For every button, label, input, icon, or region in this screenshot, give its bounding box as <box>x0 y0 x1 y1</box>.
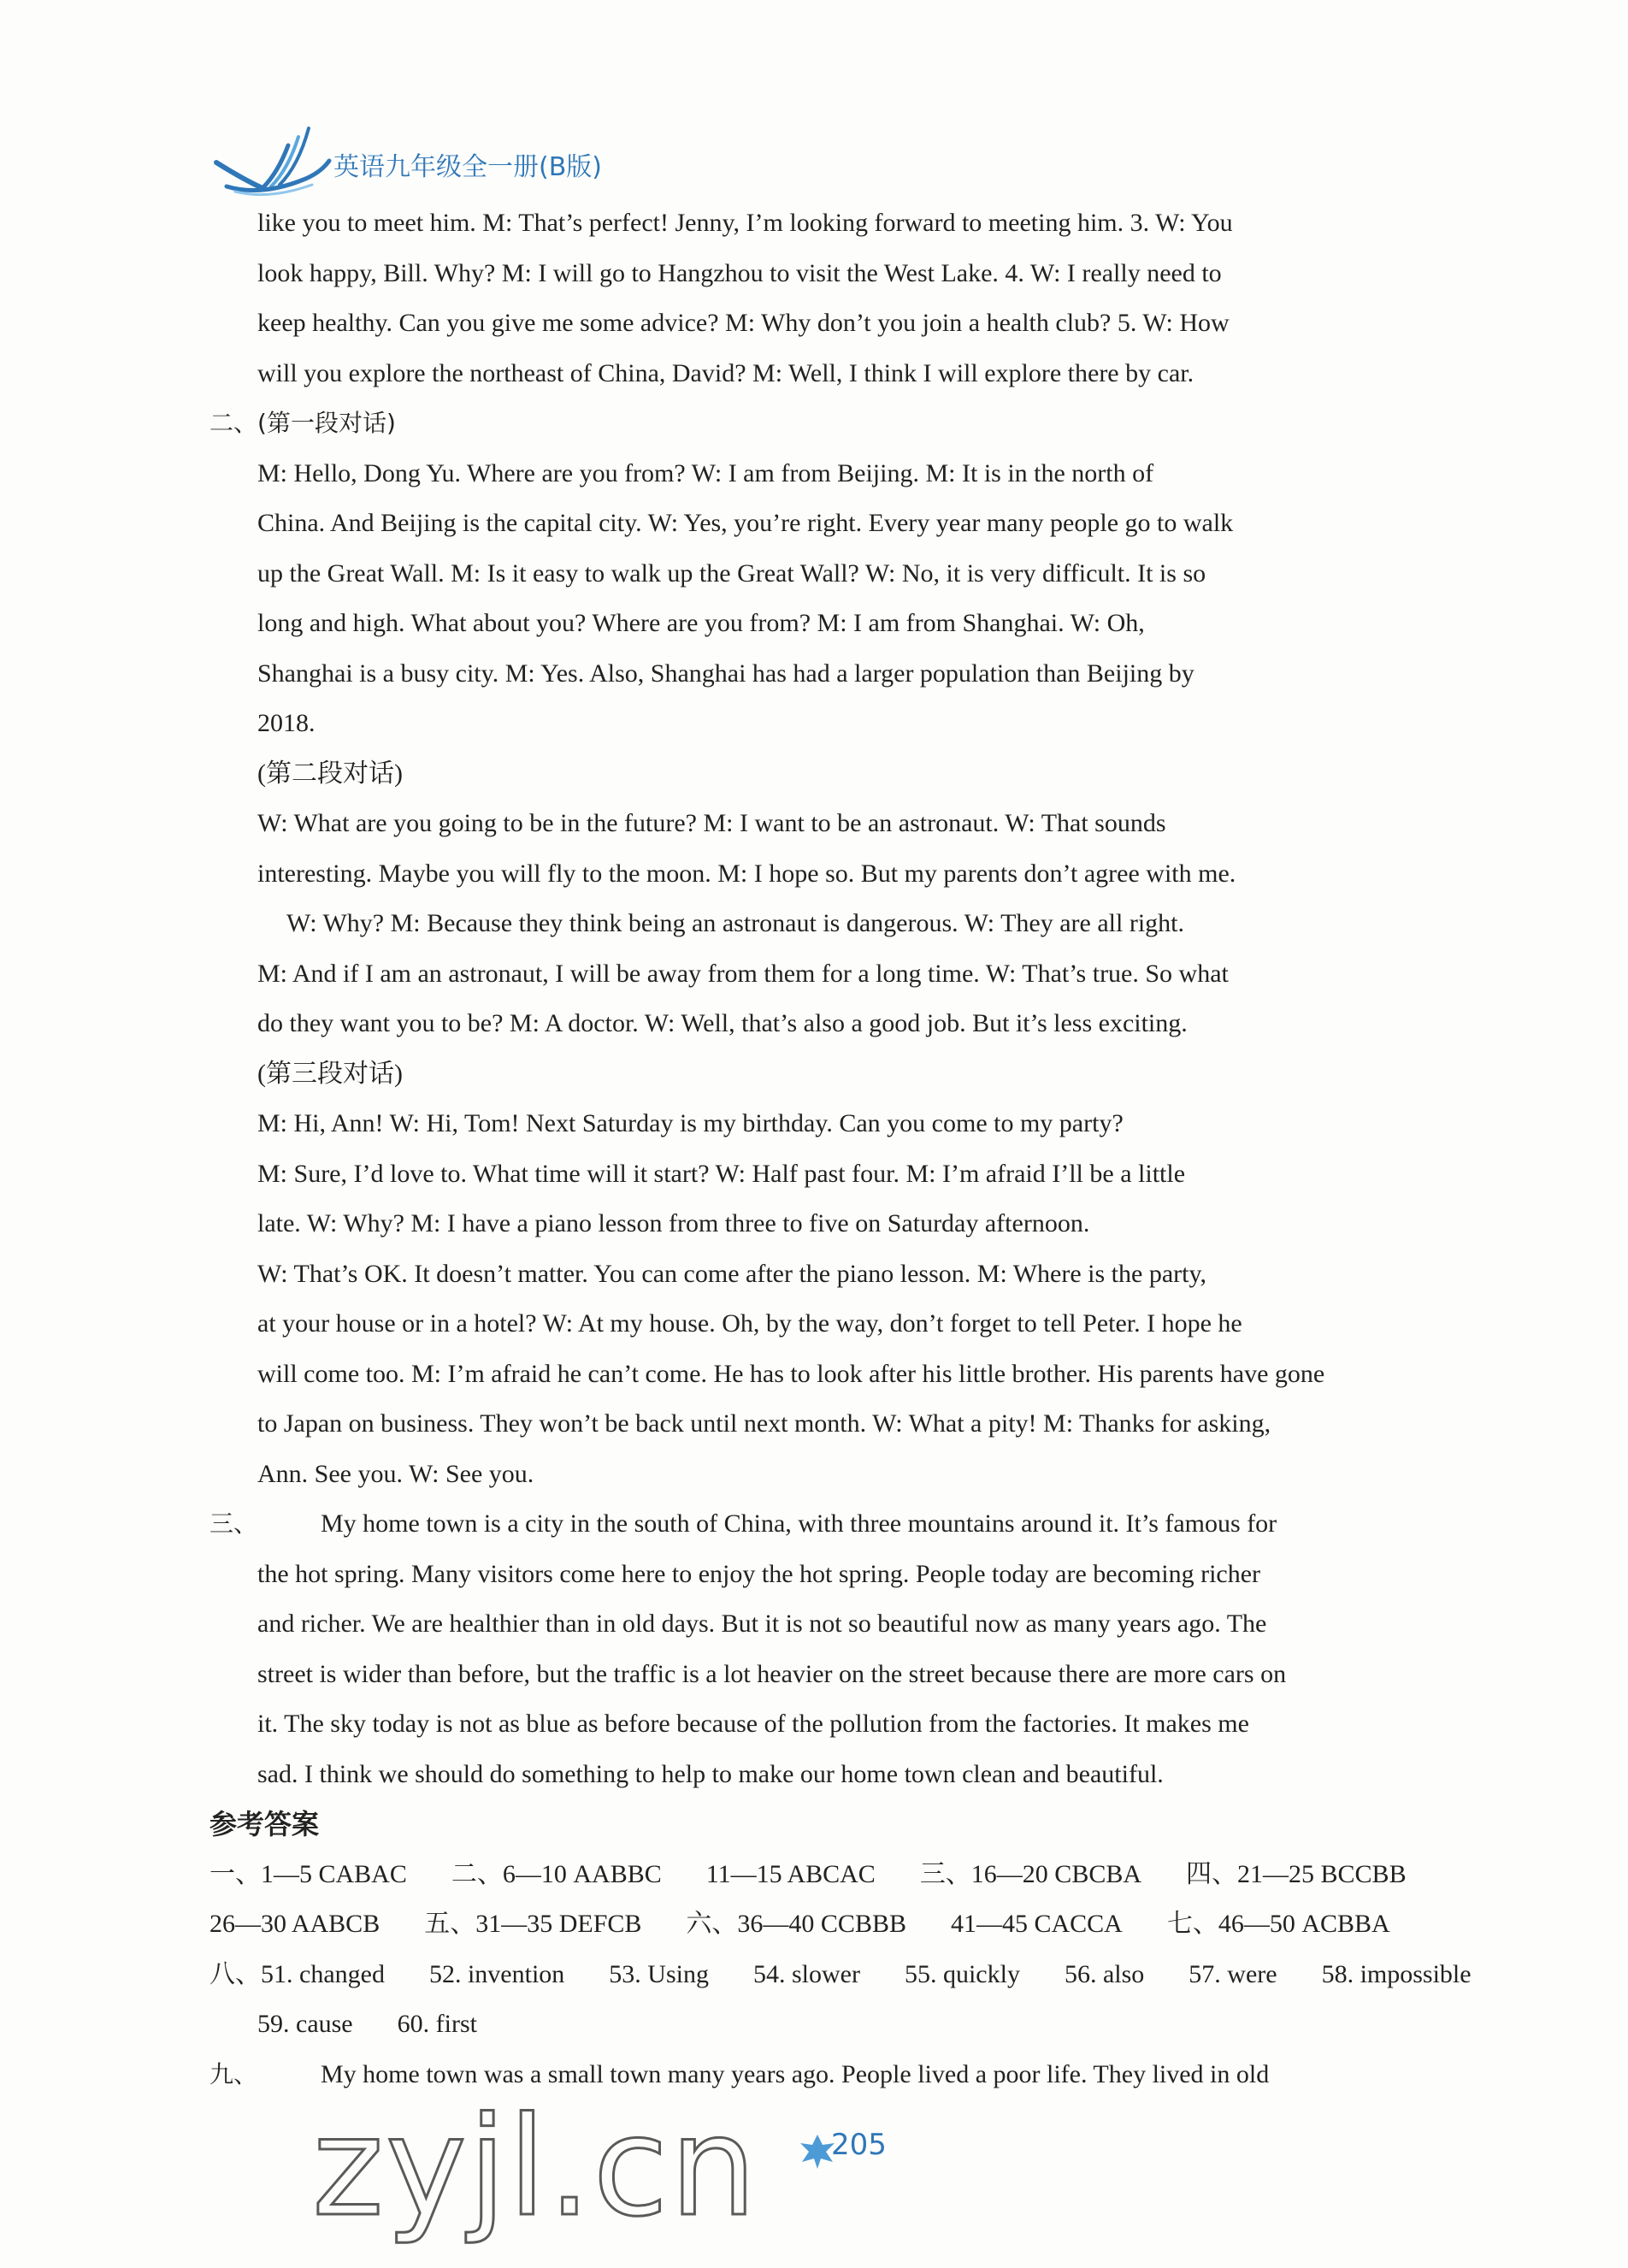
answer-item: 三、16—20 CBCBA <box>919 1859 1142 1888</box>
passage-line: it. The sky today is not as blue as before because of the pollution from the factories. It makes me <box>257 1710 1249 1738</box>
passage-line: sad. I think we should do something to help to make our home town clean and beautiful. <box>257 1759 1164 1788</box>
answer-item: 11—15 ABCAC <box>705 1859 876 1888</box>
answer-item: 55. quickly <box>904 1959 1020 1988</box>
passage-text: My home town is a city in the south of China, with three mountains around it. It’s famous for <box>321 1509 1277 1538</box>
answer-item: 八、51. changed <box>209 1959 385 1988</box>
answer-item: 58. impossible <box>1321 1959 1472 1988</box>
dialogue-line: M: Sure, I’d love to. What time will it start? W: Half past four. M: I’m afraid I’ll be a little <box>257 1159 1186 1188</box>
dialogue-heading: (第一段对话) <box>257 409 396 437</box>
dialogue-line: Shanghai is a busy city. M: Yes. Also, Shanghai has had a larger population than Beijing by <box>257 659 1194 688</box>
watermark: zyjl.cn <box>312 2087 758 2247</box>
dialogue-line: up the Great Wall. M: Is it easy to walk up the Great Wall? W: No, it is very difficult. It is so <box>257 558 1206 588</box>
answer-row <box>209 1850 1501 1900</box>
dialogue-line: long and high. What about you? Where are you from? M: I am from Shanghai. W: Oh, <box>257 609 1145 637</box>
dialogue-line: to Japan on business. They won’t be back until next month. W: What a pity! M: Thanks for asking, <box>257 1409 1271 1438</box>
answer-item: 二、6—10 AABBC <box>451 1859 662 1888</box>
dialogue-line: late. W: Why? M: I have a piano lesson from three to five on Saturday afternoon. <box>257 1209 1090 1237</box>
answer-row <box>209 1999 1501 2050</box>
dialogue-line: China. And Beijing is the capital city. W: Yes, you’re right. Every year many people go to walk <box>257 509 1234 537</box>
text-line: look happy, Bill. Why? M: I will go to Hangzhou to visit the West Lake. 4. W: I really need to <box>257 258 1222 287</box>
dialogue-line: Ann. See you. W: See you. <box>257 1459 534 1488</box>
essay-text: My home town was a small town many years ago. People lived a poor life. They lived in old <box>321 2059 1270 2088</box>
dialogue-line: W: That’s OK. It doesn’t matter. You can come after the piano lesson. M: Where is the party, <box>257 1259 1207 1288</box>
answer-item: 60. first <box>397 2010 477 2038</box>
answer-item: 56. also <box>1064 1959 1145 1988</box>
answer-item: 六、36—40 CCBBB <box>686 1910 906 1938</box>
section-2-heading <box>209 399 1501 449</box>
text-line: like you to meet him. M: That’s perfect! Jenny, I’m looking forward to meeting him. 3. W: You <box>257 209 1233 237</box>
passage-line: street is wider than before, but the traffic is a lot heavier on the street because there are more cars on <box>257 1659 1287 1688</box>
dialogue-line: W: Why? M: Because they think being an astronaut is dangerous. W: They are all right. <box>286 909 1184 937</box>
passage-line: and richer. We are healthier than in old days. But it is not so beautiful now as many years ago. The <box>257 1609 1267 1638</box>
dialogue-heading: (第三段对话) <box>257 1059 403 1088</box>
answer-item: 四、21—25 BCCBB <box>1186 1859 1407 1888</box>
passage-line <box>209 1499 1501 1550</box>
answer-item: 七、46—50 ACBBA <box>1166 1910 1390 1938</box>
answer-item: 41—45 CACCA <box>950 1910 1123 1938</box>
dialogue-line: 2018. <box>257 709 316 737</box>
dialogue-heading: (第二段对话) <box>257 759 403 788</box>
dialogue-line: interesting. Maybe you will fly to the moon. M: I hope so. But my parents don’t agree with me. <box>257 859 1236 888</box>
section-marker: 二、 <box>209 409 258 437</box>
text-line: keep healthy. Can you give me some advice? M: Why don’t you join a health club? 5. W: How <box>257 309 1230 337</box>
section-marker: 九、 <box>209 2059 258 2088</box>
answer-item: 53. Using <box>609 1959 709 1988</box>
dialogue-line: do they want you to be? M: A doctor. W: Well, that’s also a good job. But it’s less exciting. <box>257 1009 1188 1037</box>
answer-row <box>209 1950 1501 2000</box>
book-logo-icon <box>209 111 338 197</box>
answer-item: 57. were <box>1189 1959 1277 1988</box>
dialogue-line: at your house or in a hotel? W: At my house. Oh, by the way, don’t forget to tell Peter. I hope he <box>257 1309 1242 1338</box>
answer-item: 五、31—35 DEFCB <box>424 1910 642 1938</box>
dialogue-line: W: What are you going to be in the future? M: I want to be an astronaut. W: That sounds <box>257 809 1166 837</box>
answers-title: 参考答案 <box>209 1808 320 1840</box>
dialogue-line: M: And if I am an astronaut, I will be away from them for a long time. W: That’s true. So what <box>257 959 1229 988</box>
dialogue-line: will come too. M: I’m afraid he can’t come. He has to look after his little brother. His parents have gone <box>257 1359 1325 1388</box>
answer-item: 59. cause <box>257 2010 353 2038</box>
dialogue-line: M: Hello, Dong Yu. Where are you from? W: I am from Beijing. M: It is in the north of <box>257 458 1154 487</box>
answer-item: 26—30 AABCB <box>209 1910 380 1938</box>
answer-item: 54. slower <box>752 1959 860 1988</box>
passage-line: the hot spring. Many visitors come here to enjoy the hot spring. People today are becoming richer <box>257 1559 1261 1588</box>
answer-item: 52. invention <box>428 1959 565 1988</box>
dialogue-line: M: Hi, Ann! W: Hi, Tom! Next Saturday is my birthday. Can you come to my party? <box>257 1109 1124 1137</box>
book-title: 英语九年级全一册(B版) <box>333 152 602 182</box>
section-marker: 三、 <box>209 1509 258 1538</box>
answer-item: 一、1—5 CABAC <box>209 1859 407 1888</box>
page-body <box>209 198 1501 2100</box>
text-line: will you explore the northeast of China, David? M: Well, I think I will explore there by car. <box>257 358 1194 387</box>
answer-row <box>209 1899 1501 1950</box>
page-number: 205 <box>831 2128 887 2162</box>
